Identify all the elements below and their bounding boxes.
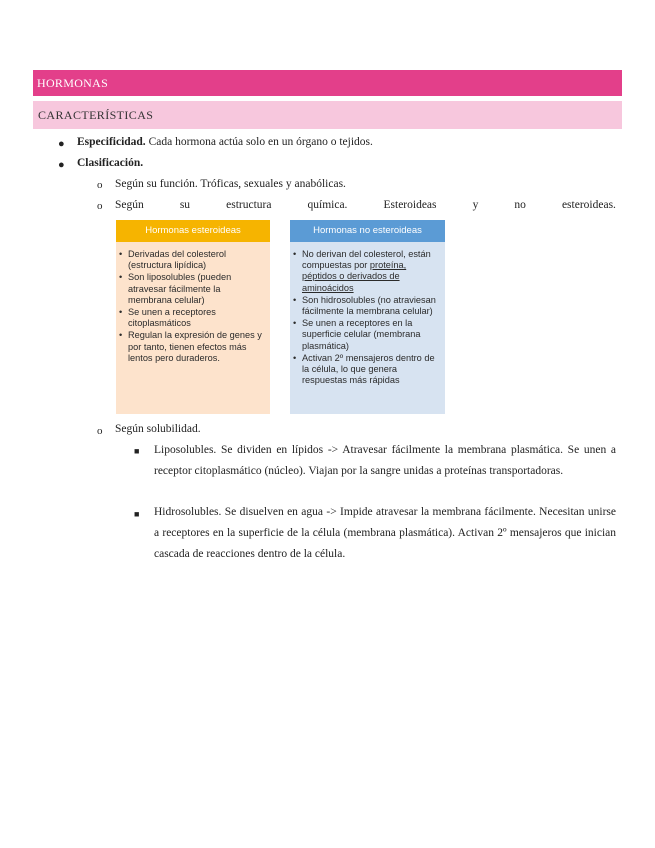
especificidad-line xyxy=(77,136,373,148)
non-steroid-hormones-box xyxy=(290,220,445,414)
hidrosolubles-paragraph: Hidrosolubles. Se disuelven en agua -> Impide atravesar la membrana fácilmente. Necesitan unirse a receptores en la superficie de la célula (membrana plasmática). Activan 2º mensajeros que inician cascada de reacciones dentro de la célula. xyxy=(154,506,616,560)
list-item: • Activan 2º mensajeros dentro de la célula, lo que genera respuestas más rápidas xyxy=(302,353,439,387)
steroid-hormones-box xyxy=(116,220,270,414)
estructura-word: química. xyxy=(307,199,348,211)
square-bullet: ■ xyxy=(134,446,140,456)
estructura-word: no xyxy=(514,199,526,211)
circle-bullet: o xyxy=(97,425,103,437)
circle-bullet: o xyxy=(97,179,103,191)
estructura-line xyxy=(115,199,616,211)
estructura-word: estructura xyxy=(226,199,272,211)
square-bullet: ■ xyxy=(134,509,140,519)
estructura-word: Según xyxy=(115,199,144,211)
list-item-text: No derivan del colesterol, están compuestas por xyxy=(302,249,431,271)
especificidad-text: Cada hormona actúa solo en un órgano o tejidos. xyxy=(148,136,373,148)
liposolubles-paragraph: Liposolubles. Se dividen en lípidos -> Atravesar fácilmente la membrana plasmática. Se unen a receptor citoplasmático (núcleo). Viajan por la sangre unidas a proteínas transportadoras. xyxy=(154,444,616,477)
list-item xyxy=(302,249,439,294)
list-item: • Son liposolubles (pueden atravesar fácilmente la membrana celular) xyxy=(128,272,264,306)
estructura-word: su xyxy=(179,199,191,211)
estructura-word: y xyxy=(472,199,479,211)
especificidad-label: Especificidad. xyxy=(77,136,146,148)
bullet-dot: ● xyxy=(58,159,65,171)
list-item: • Regulan la expresión de genes y por tanto, tienen efectos más lentos pero duraderos. xyxy=(128,330,264,364)
list-item: • Se unen a receptores citoplasmáticos xyxy=(128,307,264,329)
steroid-box-heading: Hormonas esteroideas xyxy=(116,220,270,242)
estructura-word: esteroideas. xyxy=(561,199,616,211)
list-item: • Son hidrosolubles (no atraviesan fácilmente la membrana celular) xyxy=(302,295,439,317)
steroid-list xyxy=(116,242,270,364)
solubilidad-line: Según solubilidad. xyxy=(115,423,201,435)
list-item-underlined: proteína, péptidos o derivados de aminoácidos xyxy=(302,260,407,293)
section-title: HORMONAS xyxy=(33,70,622,96)
non-steroid-box-heading: Hormonas no esteroideas xyxy=(290,220,445,242)
section-subtitle: CARACTERÍSTICAS xyxy=(33,101,622,129)
clasificacion-label: Clasificación. xyxy=(77,157,144,169)
circle-bullet: o xyxy=(97,200,103,212)
funcion-line: Según su función. Tróficas, sexuales y anabólicas. xyxy=(115,178,346,190)
non-steroid-list xyxy=(290,242,445,386)
estructura-word: Esteroideas xyxy=(383,199,437,211)
list-item: • Derivadas del colesterol (estructura lipídica) xyxy=(128,249,264,271)
list-item: • Se unen a receptores en la superficie celular (membrana plasmática) xyxy=(302,318,439,352)
clasificacion-line xyxy=(77,157,143,169)
bullet-dot: ● xyxy=(58,138,65,150)
